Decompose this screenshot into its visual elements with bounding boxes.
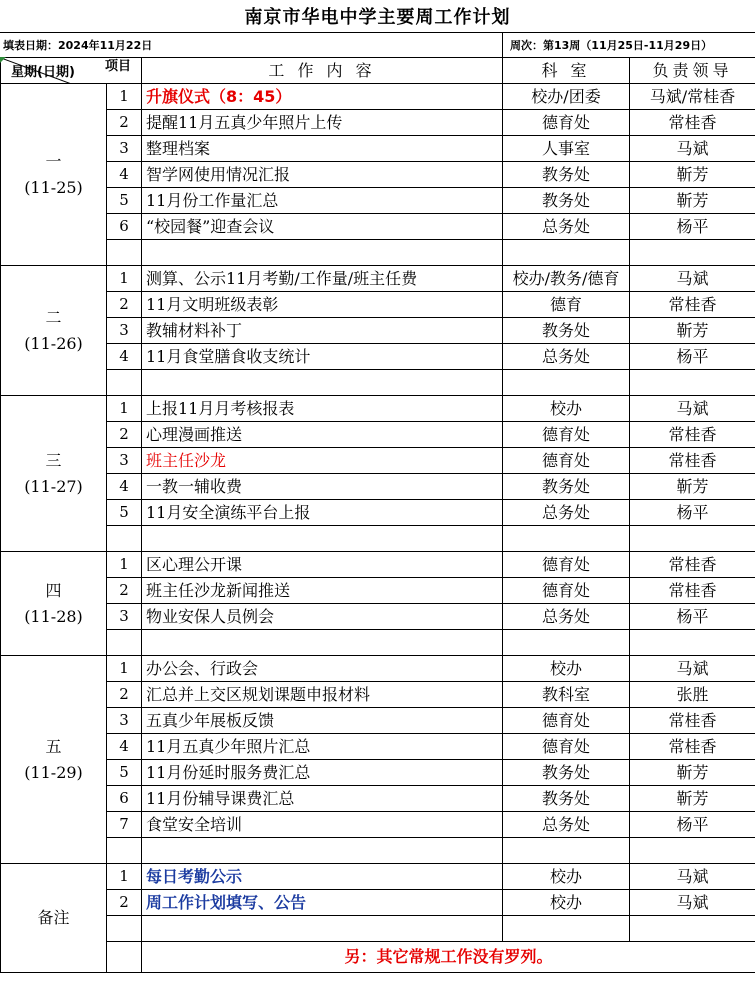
plan-table [0, 57, 755, 973]
table-row [1, 136, 755, 162]
item-number: 3 [107, 318, 142, 344]
table-row [1, 656, 755, 682]
table-row [1, 812, 755, 838]
item-lead: 杨平 [630, 604, 755, 630]
table-row [1, 838, 755, 864]
day-cell [1, 266, 107, 396]
item-content: 11月五真少年照片汇总 [142, 734, 503, 760]
table-row [1, 84, 755, 110]
item-dept [503, 630, 630, 656]
item-dept: 校办/团委 [503, 84, 630, 110]
item-content: 班主任沙龙新闻推送 [142, 578, 503, 604]
item-dept: 教务处 [503, 760, 630, 786]
day-date: (11-25) [24, 177, 83, 197]
item-lead [630, 838, 755, 864]
header-lead: 负责领导 [630, 58, 755, 84]
item-dept [503, 838, 630, 864]
item-number [107, 838, 142, 864]
item-lead [630, 240, 755, 266]
item-lead: 马斌 [630, 890, 755, 916]
table-row [1, 578, 755, 604]
table-row [1, 292, 755, 318]
item-number [107, 526, 142, 552]
item-lead [630, 916, 755, 942]
item-lead: 常桂香 [630, 292, 755, 318]
table-row [1, 396, 755, 422]
cell-marker-icon [0, 57, 6, 63]
item-number: 5 [107, 760, 142, 786]
table-row [1, 864, 755, 890]
item-number: 5 [107, 188, 142, 214]
item-dept: 校办 [503, 864, 630, 890]
item-content: 上报11月月考核报表 [142, 396, 503, 422]
item-dept [503, 370, 630, 396]
item-lead: 杨平 [630, 812, 755, 838]
item-number: 3 [107, 708, 142, 734]
week-info: 周次：第13周（11月25日-11月29日） [510, 39, 713, 52]
table-row [1, 240, 755, 266]
footnote: 另：其它常规工作没有罗列。 [142, 942, 755, 973]
item-content: 办公会、行政会 [142, 656, 503, 682]
table-row [1, 448, 755, 474]
item-dept: 德育处 [503, 552, 630, 578]
meta-divider [502, 33, 503, 57]
item-content: “校园餐”迎查会议 [142, 214, 503, 240]
day-date: (11-29) [24, 762, 83, 782]
item-content: 智学网使用情况汇报 [142, 162, 503, 188]
table-row [1, 370, 755, 396]
item-content [142, 526, 503, 552]
item-content [142, 916, 503, 942]
item-number: 1 [107, 266, 142, 292]
item-number [107, 916, 142, 942]
item-content: 11月食堂膳食收支统计 [142, 344, 503, 370]
item-content: 整理档案 [142, 136, 503, 162]
item-lead: 靳芳 [630, 188, 755, 214]
item-dept: 教科室 [503, 682, 630, 708]
item-number [107, 240, 142, 266]
item-dept: 校办 [503, 656, 630, 682]
item-content: 五真少年展板反馈 [142, 708, 503, 734]
item-lead: 靳芳 [630, 318, 755, 344]
item-lead: 杨平 [630, 344, 755, 370]
table-row [1, 760, 755, 786]
item-content: 11月份辅导课费汇总 [142, 786, 503, 812]
table-row [1, 474, 755, 500]
item-lead: 张胜 [630, 682, 755, 708]
item-content: 11月文明班级表彰 [142, 292, 503, 318]
day-name: 三 [45, 450, 62, 470]
item-dept [503, 526, 630, 552]
item-dept: 教务处 [503, 786, 630, 812]
table-row [1, 630, 755, 656]
item-dept: 德育处 [503, 578, 630, 604]
item-dept: 教务处 [503, 162, 630, 188]
item-number: 1 [107, 656, 142, 682]
item-dept: 德育处 [503, 422, 630, 448]
item-number: 1 [107, 84, 142, 110]
item-dept: 德育处 [503, 110, 630, 136]
table-row [1, 110, 755, 136]
item-lead: 常桂香 [630, 734, 755, 760]
item-number: 4 [107, 474, 142, 500]
item-lead: 常桂香 [630, 552, 755, 578]
day-cell [1, 84, 107, 266]
table-row [1, 734, 755, 760]
item-number: 4 [107, 734, 142, 760]
table-row [1, 422, 755, 448]
item-number: 6 [107, 786, 142, 812]
corner-label-day: 星期(日期) [11, 65, 75, 80]
item-lead: 马斌 [630, 864, 755, 890]
item-content: 心理漫画推送 [142, 422, 503, 448]
item-content: 提醒11月五真少年照片上传 [142, 110, 503, 136]
fill-date: 填表日期：2024年11月22日 [3, 39, 153, 52]
item-content: 汇总并上交区规划课题申报材料 [142, 682, 503, 708]
item-number: 3 [107, 136, 142, 162]
item-dept: 教务处 [503, 188, 630, 214]
corner-label-item: 项目 [104, 59, 131, 74]
item-lead: 靳芳 [630, 162, 755, 188]
item-lead: 马斌 [630, 136, 755, 162]
item-content [142, 630, 503, 656]
item-number: 6 [107, 214, 142, 240]
item-content: 测算、公示11月考勤/工作量/班主任费 [142, 266, 503, 292]
item-dept: 德育 [503, 292, 630, 318]
header-dept: 科 室 [503, 58, 630, 84]
table-row [1, 604, 755, 630]
item-number [107, 370, 142, 396]
table-row [1, 682, 755, 708]
footnote-blank [107, 942, 142, 973]
table-row [1, 708, 755, 734]
table-row [1, 214, 755, 240]
item-lead: 靳芳 [630, 760, 755, 786]
table-row [1, 500, 755, 526]
item-lead [630, 526, 755, 552]
item-dept: 总务处 [503, 214, 630, 240]
item-number: 2 [107, 890, 142, 916]
item-dept: 校办 [503, 396, 630, 422]
item-dept: 德育处 [503, 448, 630, 474]
item-content [142, 838, 503, 864]
table-row [1, 188, 755, 214]
item-dept: 总务处 [503, 344, 630, 370]
item-dept: 教务处 [503, 318, 630, 344]
header-row [1, 58, 755, 84]
item-content: 周工作计划填写、公告 [142, 890, 503, 916]
item-content: 食堂安全培训 [142, 812, 503, 838]
item-number: 2 [107, 682, 142, 708]
item-dept: 总务处 [503, 604, 630, 630]
item-lead: 常桂香 [630, 110, 755, 136]
item-dept: 校办/教务/德育 [503, 266, 630, 292]
item-content [142, 370, 503, 396]
item-dept: 总务处 [503, 500, 630, 526]
day-cell [1, 656, 107, 864]
table-row [1, 552, 755, 578]
day-name: 二 [45, 307, 62, 327]
item-lead [630, 370, 755, 396]
item-lead: 常桂香 [630, 448, 755, 474]
table-row [1, 162, 755, 188]
table-row [1, 890, 755, 916]
table-row [1, 916, 755, 942]
item-content: 升旗仪式（8：45） [142, 84, 503, 110]
item-number: 4 [107, 344, 142, 370]
day-date: (11-28) [24, 606, 83, 626]
day-cell [1, 864, 107, 973]
footnote-row [1, 942, 755, 973]
item-dept [503, 916, 630, 942]
item-lead: 杨平 [630, 500, 755, 526]
day-name: 一 [45, 151, 62, 171]
item-lead: 马斌/常桂香 [630, 84, 755, 110]
item-number: 1 [107, 552, 142, 578]
item-number: 5 [107, 500, 142, 526]
item-content: 11月份延时服务费汇总 [142, 760, 503, 786]
day-date: (11-27) [24, 476, 83, 496]
item-number [107, 630, 142, 656]
item-dept: 教务处 [503, 474, 630, 500]
item-content: 物业安保人员例会 [142, 604, 503, 630]
item-lead: 常桂香 [630, 422, 755, 448]
item-number: 1 [107, 396, 142, 422]
item-dept: 总务处 [503, 812, 630, 838]
item-content: 11月安全演练平台上报 [142, 500, 503, 526]
item-content: 教辅材料补丁 [142, 318, 503, 344]
item-lead: 马斌 [630, 656, 755, 682]
day-name: 备注 [37, 908, 70, 928]
item-number: 2 [107, 292, 142, 318]
item-dept: 德育处 [503, 734, 630, 760]
day-name: 四 [45, 580, 62, 600]
item-number: 3 [107, 604, 142, 630]
item-lead: 常桂香 [630, 708, 755, 734]
page-title: 南京市华电中学主要周工作计划 [0, 0, 755, 33]
header-corner-cell [1, 58, 142, 84]
item-dept: 校办 [503, 890, 630, 916]
item-number: 1 [107, 864, 142, 890]
item-dept [503, 240, 630, 266]
item-number: 3 [107, 448, 142, 474]
table-row [1, 318, 755, 344]
table-row [1, 526, 755, 552]
table-row [1, 786, 755, 812]
item-content: 班主任沙龙 [142, 448, 503, 474]
table-row [1, 266, 755, 292]
item-number: 4 [107, 162, 142, 188]
item-lead: 马斌 [630, 396, 755, 422]
item-content: 区心理公开课 [142, 552, 503, 578]
day-cell [1, 552, 107, 656]
item-lead [630, 630, 755, 656]
table-row [1, 344, 755, 370]
day-name: 五 [45, 736, 62, 756]
item-content: 一教一辅收费 [142, 474, 503, 500]
item-lead: 常桂香 [630, 578, 755, 604]
day-date: (11-26) [24, 333, 83, 353]
item-number: 2 [107, 110, 142, 136]
day-cell [1, 396, 107, 552]
item-lead: 马斌 [630, 266, 755, 292]
item-number: 7 [107, 812, 142, 838]
item-number: 2 [107, 578, 142, 604]
item-number: 2 [107, 422, 142, 448]
item-dept: 人事室 [503, 136, 630, 162]
item-lead: 靳芳 [630, 786, 755, 812]
item-content: 每日考勤公示 [142, 864, 503, 890]
item-lead: 靳芳 [630, 474, 755, 500]
header-content: 工 作 内 容 [142, 58, 503, 84]
item-lead: 杨平 [630, 214, 755, 240]
item-content [142, 240, 503, 266]
item-content: 11月份工作量汇总 [142, 188, 503, 214]
item-dept: 德育处 [503, 708, 630, 734]
